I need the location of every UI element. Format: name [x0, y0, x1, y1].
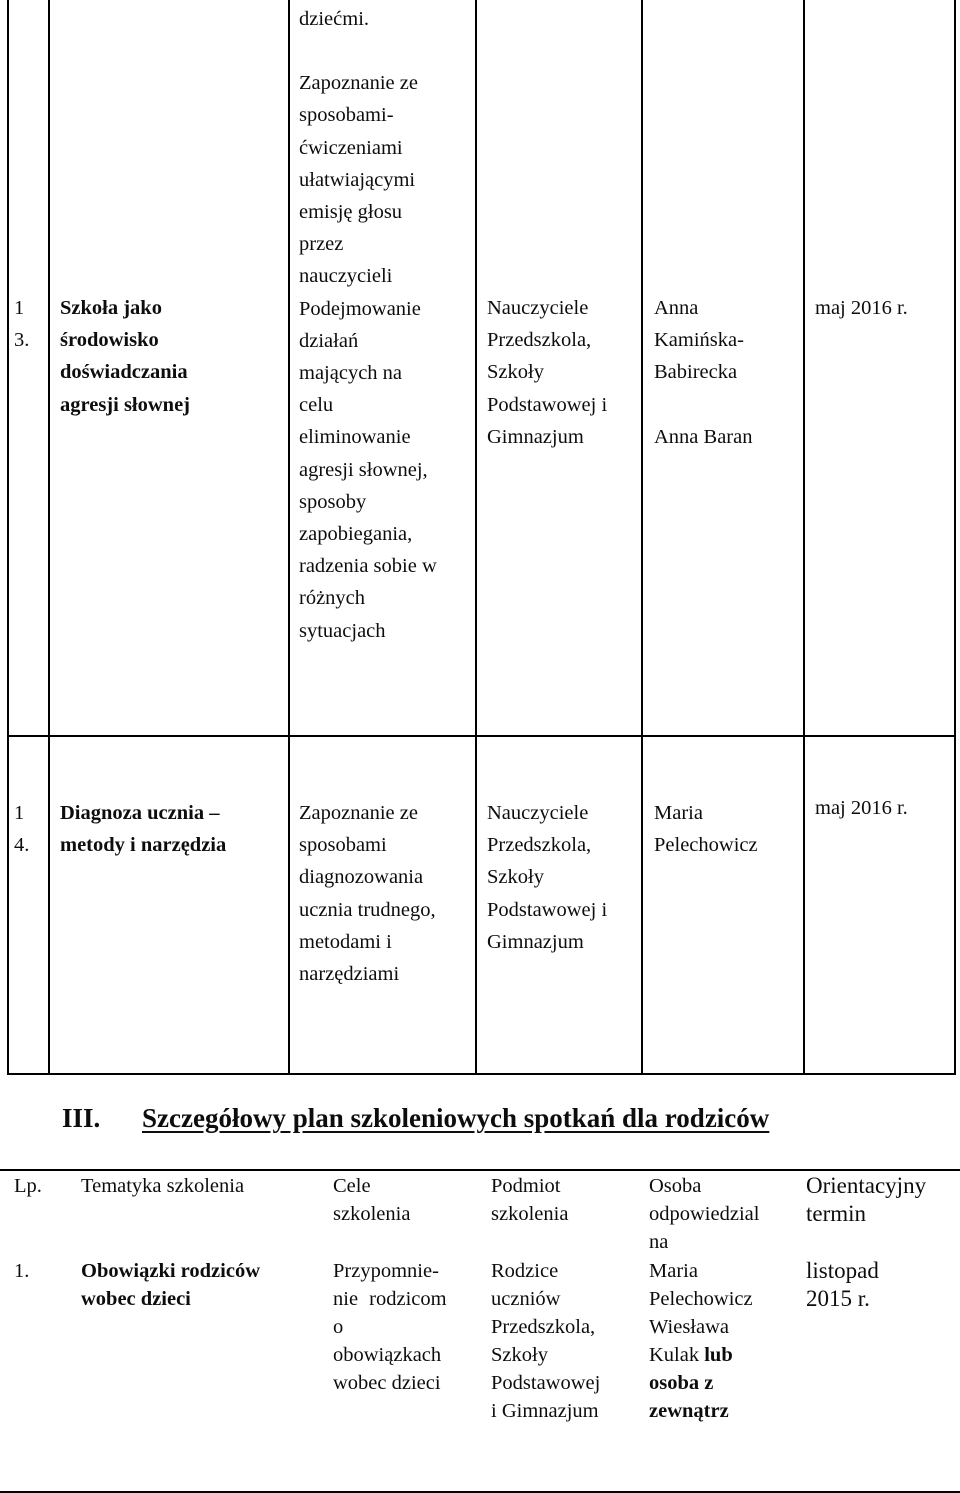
- row14-number: 1 4.: [14, 802, 30, 857]
- row13-date: maj 2016 r.: [815, 297, 908, 319]
- table2-header-goals: Cele szkolenia: [333, 1175, 411, 1225]
- row13-goals: dziećmi. Zapoznanie ze sposobami- ćwiczeniami ułatwiającymi emisję głosu przez nauczycieli Podejmowanie działań mających na celu eliminowanie agresji słownej, sposoby zapobiegania, radzenia sobie w różnych sytuacjach: [299, 8, 437, 642]
- row14-goals: Zapoznanie ze sposobami diagnozowania ucznia trudnego, metodami i narzędziami: [299, 802, 436, 986]
- table1-border-bottom-row14: [7, 1073, 956, 1075]
- section-number: III.: [62, 1103, 101, 1133]
- table2-row1-term: listopad 2015 r.: [806, 1258, 879, 1311]
- table2-row1-topic: Obowiązki rodziców wobec dzieci: [81, 1260, 260, 1310]
- table2-header-subject: Podmiot szkolenia: [491, 1175, 569, 1225]
- table2-header-person: Osoba odpowiedzial na: [649, 1175, 760, 1253]
- row14-topic: Diagnoza ucznia – metody i narzędzia: [60, 802, 227, 857]
- table2-row1-subject: Rodzice uczniów Przedszkola, Szkoły Podstawowej i Gimnazjum: [491, 1260, 601, 1422]
- table2-header-topic: Tematyka szkolenia: [81, 1175, 245, 1197]
- table1-divider-4: [641, 0, 643, 1075]
- row14-person: Maria Pelechowicz: [654, 802, 758, 857]
- table1-divider-1: [48, 0, 50, 1075]
- section-title: Szczegółowy plan szkoleniowych spotkań dla rodziców: [142, 1103, 770, 1133]
- table2-header-lp: Lp.: [14, 1175, 42, 1197]
- row14-subject: Nauczyciele Przedszkola, Szkoły Podstawowej i Gimnazjum: [487, 802, 608, 953]
- row13-person: Anna Kamińska- Babirecka Anna Baran: [654, 297, 753, 448]
- row14-date: maj 2016 r.: [815, 797, 908, 819]
- table1-border-left: [7, 0, 9, 1075]
- table1-divider-2: [288, 0, 290, 1075]
- table2-row1-person: Maria Pelechowicz Wiesława Kulak lub osoba z zewnątrz: [649, 1260, 753, 1422]
- table1-divider-3: [475, 0, 477, 1075]
- table2-border-top: [0, 1169, 960, 1171]
- section-heading: [0, 1103, 960, 1143]
- table2-row1-number: 1.: [14, 1260, 30, 1282]
- row13-number: 1 3.: [14, 297, 30, 352]
- table1-border-right: [954, 0, 956, 1075]
- table1-border-bottom-row13: [7, 735, 956, 737]
- table1-divider-5: [803, 0, 805, 1075]
- row13-topic: Szkoła jako środowisko doświadczania agresji słownej: [60, 297, 191, 416]
- table2-row1-goals: Przypomnie- nie rodzicom o obowiązkach wobec dzieci: [333, 1260, 447, 1394]
- table2-header-term: Orientacyjny termin: [806, 1173, 927, 1226]
- row13-subject: Nauczyciele Przedszkola, Szkoły Podstawowej i Gimnazjum: [487, 297, 608, 448]
